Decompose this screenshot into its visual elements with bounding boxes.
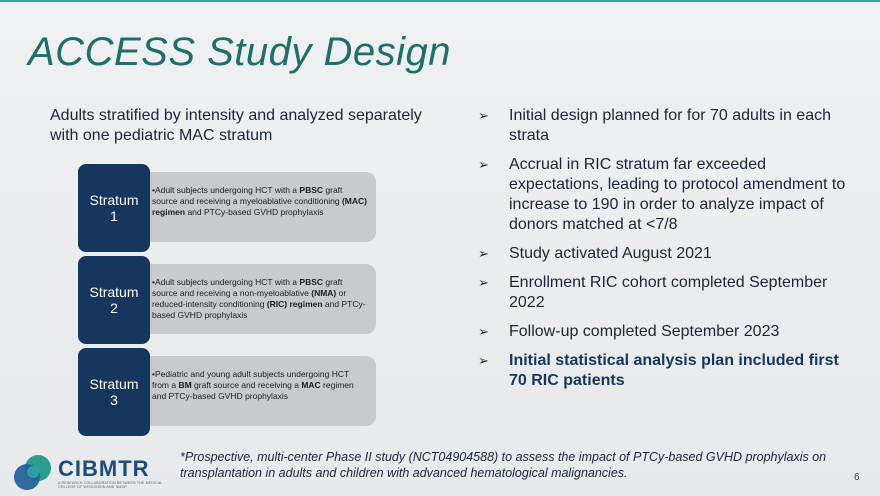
top-accent-line <box>0 0 880 2</box>
bullet-item <box>478 155 858 235</box>
arrow-bullet-icon: ➢ <box>478 324 489 339</box>
stratum-2-label <box>78 256 150 344</box>
stratum-3-number: 3 <box>110 392 118 408</box>
bullet-item <box>478 244 858 264</box>
detail-text: •Pediatric and young adult subjects undergoing HCT from a <box>152 369 350 390</box>
detail-text: •Adult subjects undergoing HCT with a <box>152 185 300 195</box>
arrow-bullet-icon: ➢ <box>478 246 489 261</box>
bullet-item <box>478 322 858 342</box>
page-number: 6 <box>854 472 860 483</box>
stratum-2-number: 2 <box>110 300 118 316</box>
detail-text: regimen and PTCy-based GVHD prophylaxis <box>152 380 354 401</box>
bullet-text: Study activated August 2021 <box>509 245 712 262</box>
detail-emphasis-text: (RIC) regimen <box>266 299 323 309</box>
arrow-bullet-icon: ➢ <box>478 108 489 123</box>
footnote: *Prospective, multi-center Phase II study (NCT04904588) to assess the impact of PTCy-based GVHD prophylaxis on transplantation in adults and children with advanced hematological malignancies. <box>180 450 827 480</box>
stratum-1 <box>78 164 378 252</box>
design-bullet-list <box>478 106 858 400</box>
stratum-2-detail <box>140 264 376 334</box>
detail-emphasis-text: (NMA) <box>311 288 337 298</box>
stratum-2-name: Stratum <box>89 284 139 300</box>
arrow-bullet-icon: ➢ <box>478 353 489 368</box>
logo-wordmark: CIBMTR <box>58 456 150 481</box>
slide-title: ACCESS Study Design <box>28 30 452 74</box>
stratum-3-label <box>78 348 150 436</box>
detail-text: •Adult subjects undergoing HCT with a <box>152 277 300 287</box>
stratum-1-label <box>78 164 150 252</box>
stratum-3-name: Stratum <box>89 376 139 392</box>
detail-emphasis-text: BM <box>178 380 192 390</box>
stratum-3 <box>78 348 378 436</box>
bullet-item-emphasis <box>478 351 858 391</box>
detail-text: graft source and receiving a myeloablative conditioning <box>152 185 343 206</box>
cibmtr-logo <box>12 452 182 492</box>
detail-emphasis-text: MAC <box>301 380 321 390</box>
detail-emphasis-text: PBSC <box>299 185 324 195</box>
bullet-item <box>478 106 858 146</box>
stratum-3-detail <box>140 356 376 426</box>
detail-text: and PTCy-based GVHD prophylaxis <box>152 299 366 320</box>
detail-text: graft source and receiving a <box>191 380 302 390</box>
stratum-1-number: 1 <box>110 208 118 224</box>
stratum-2 <box>78 256 378 344</box>
bullet-text: Accrual in RIC stratum far exceeded expectations, leading to protocol amendment to increase to 190 in order to analyze impact of donors matched at <7/8 <box>509 156 846 233</box>
bullet-text: Follow-up completed September 2023 <box>509 323 780 340</box>
detail-text: graft source and receiving a non-myeloablative <box>152 277 343 298</box>
logo-tagline: A RESEARCH COLLABORATION BETWEEN THE MEDICAL COLLEGE OF WISCONSIN AND NMDP <box>58 481 163 489</box>
detail-emphasis-text: (MAC) regimen <box>152 196 367 217</box>
bullet-text: Initial design planned for for 70 adults in each strata <box>509 107 831 144</box>
detail-emphasis-text: PBSC <box>299 277 324 287</box>
strata-intro-text: Adults stratified by intensity and analyzed separately with one pediatric MAC stratum <box>50 107 422 144</box>
arrow-bullet-icon: ➢ <box>478 275 489 290</box>
arrow-bullet-icon: ➢ <box>478 157 489 172</box>
stratum-1-name: Stratum <box>89 192 139 208</box>
bullet-text: Initial statistical analysis plan included first 70 RIC patients <box>509 352 839 389</box>
stratum-1-detail <box>140 172 376 242</box>
bullet-text: Enrollment RIC cohort completed September 2022 <box>509 274 828 311</box>
detail-text: and PTCy-based GVHD prophylaxis <box>185 207 324 217</box>
cibmtr-logo-mark-icon <box>12 452 54 492</box>
detail-text: or reduced-intensity conditioning <box>152 288 347 309</box>
bullet-item <box>478 273 858 313</box>
